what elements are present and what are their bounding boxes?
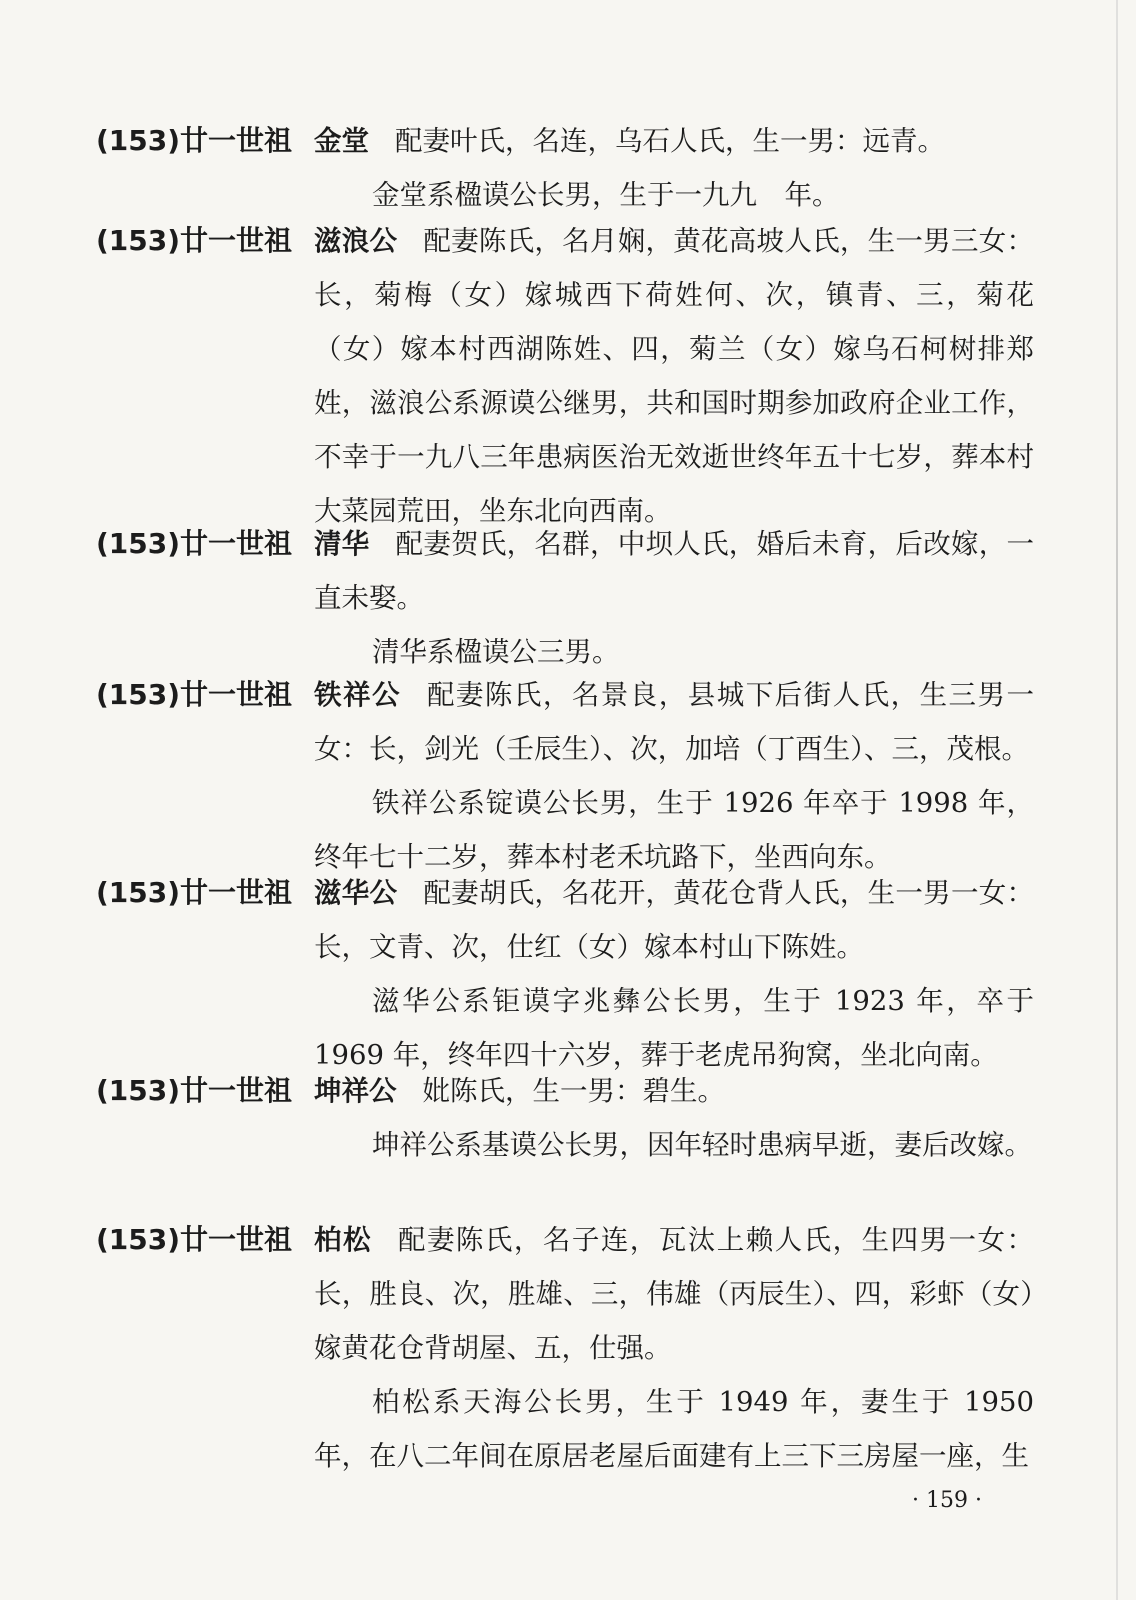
- generation-label: (153)廿一世祖: [96, 1074, 293, 1107]
- person-name: 清华: [314, 528, 370, 560]
- generation-label: (153)廿一世祖: [96, 224, 293, 257]
- person-name: 滋浪公: [314, 225, 398, 257]
- generation-label: (153)廿一世祖: [96, 876, 293, 909]
- entry-body: [314, 1213, 1034, 1483]
- entry-body: [314, 114, 1034, 222]
- entry-note: 柏松系天海公长男，生于 1949 年，妻生于 1950 年，在八二年间在原居老屋后面建有上三下三房屋一座，生: [314, 1386, 1034, 1472]
- entry-body: [314, 214, 1034, 538]
- entry-body: [314, 517, 1034, 679]
- entry-text: 配妻陈氏，名月娴，黄花高坡人氏，生一男三女：长，菊梅（女）嫁城西下荷姓何、次，镇青、三，菊花（女）嫁本村西湖陈姓、四，菊兰（女）嫁乌石柯树排郑姓，滋浪公系源谟公继男，共和国时期参加政府企业工作，不幸于一九八三年患病医治无效逝世终年五十七岁，葬本村大菜园荒田，坐东北向西南。: [314, 225, 1034, 527]
- entry-note: 滋华公系钜谟字兆彝公长男，生于 1923 年，卒于 1969 年，终年四十六岁，葬于老虎吊狗窝，坐北向南。: [314, 985, 1034, 1071]
- entry-text: 配妻叶氏，名连，乌石人氏，生一男：远青。: [395, 125, 945, 157]
- person-name: 滋华公: [314, 877, 398, 909]
- entry-note: 铁祥公系锭谟公长男，生于 1926 年卒于 1998 年，终年七十二岁，葬本村老禾坑路下，坐西向东。: [314, 787, 1034, 873]
- entry-text: 妣陈氏，生一男：碧生。: [422, 1075, 725, 1107]
- entry-note: 清华系楹谟公三男。: [372, 636, 620, 668]
- entry-note: 金堂系楹谟公长男，生于一九九 年。: [372, 179, 840, 211]
- generation-label: (153)廿一世祖: [96, 678, 293, 711]
- entry-text: 配妻贺氏，名群，中坝人氏，婚后未育，后改嫁，一直未娶。: [314, 528, 1035, 614]
- entry-text: 配妻陈氏，名子连，瓦汰上赖人氏，生四男一女：长，胜良、次，胜雄、三，伟雄（丙辰生）、四，彩虾（女）嫁黄花仓背胡屋、五，仕强。: [314, 1224, 1035, 1364]
- generation-label: (153)廿一世祖: [96, 527, 293, 560]
- person-name: 坤祥公: [314, 1075, 397, 1107]
- entry-body: [314, 866, 1034, 1082]
- generation-label: (153)廿一世祖: [96, 124, 293, 157]
- entry-body: [314, 668, 1034, 884]
- entry-note: 坤祥公系基谟公长男，因年轻时患病早逝，妻后改嫁。: [372, 1129, 1032, 1161]
- entry-text: 配妻胡氏，名花开，黄花仓背人氏，生一男一女：长，文青、次，仕红（女）嫁本村山下陈姓。: [314, 877, 1034, 963]
- person-name: 铁祥公: [314, 679, 401, 711]
- person-name: 金堂: [314, 125, 369, 157]
- entry-text: 配妻陈氏，名景良，县城下后街人氏，生三男一女：长，剑光（壬辰生）、次，加培（丁酉生）、三，茂根。: [314, 679, 1035, 765]
- person-name: 柏松: [314, 1224, 372, 1256]
- generation-label: (153)廿一世祖: [96, 1223, 293, 1256]
- entry-body: [314, 1064, 1034, 1172]
- page-number: · 159 ·: [912, 1488, 982, 1513]
